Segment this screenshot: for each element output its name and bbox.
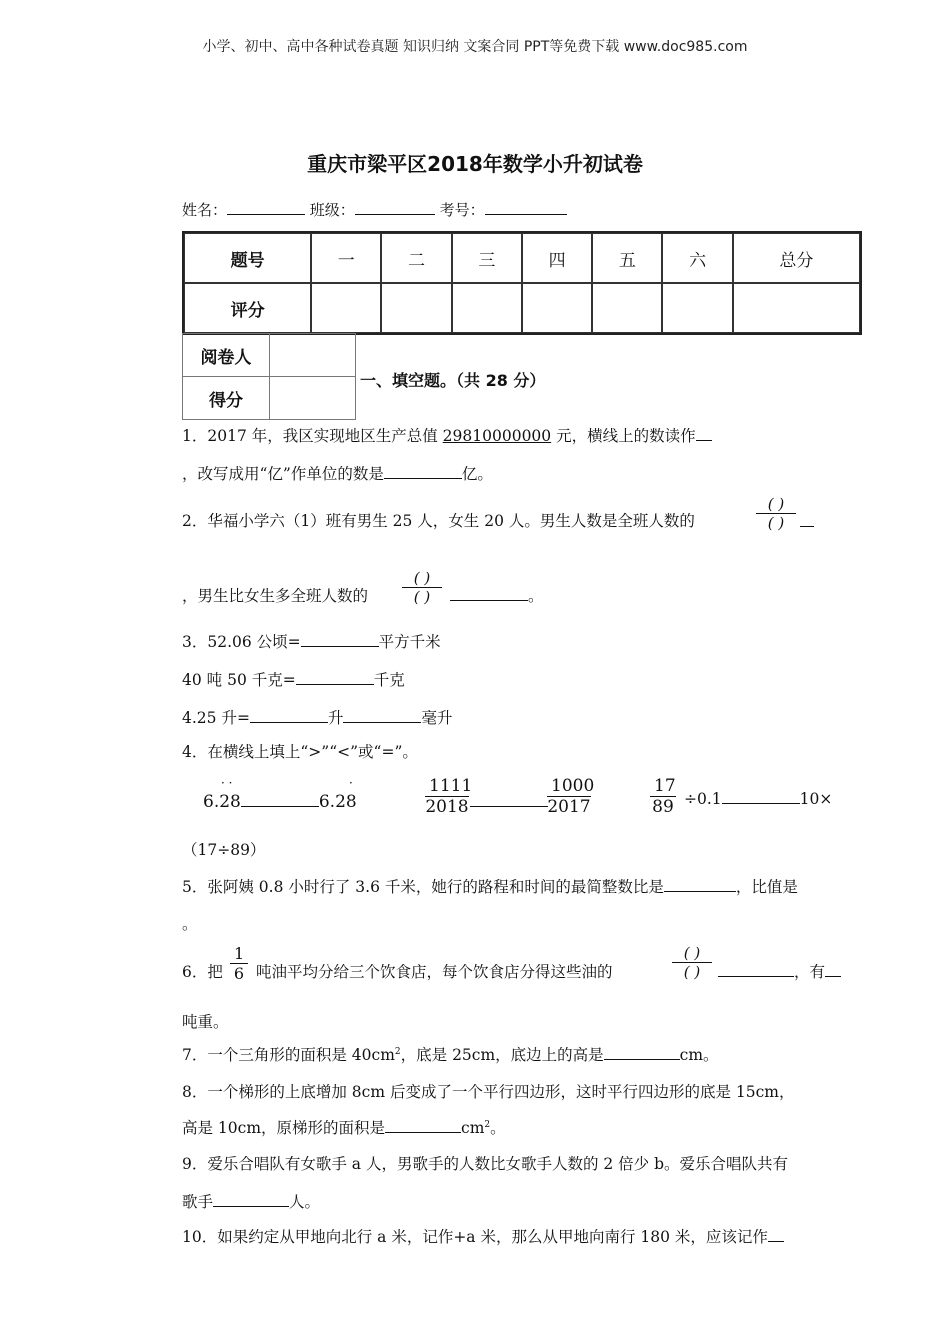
q10-blank[interactable]: [768, 1227, 784, 1242]
q3a-blank[interactable]: [301, 632, 379, 647]
q4-f3-den: 89: [652, 797, 674, 817]
q2-line2-text: ，男生比女生多全班人数的: [182, 587, 369, 605]
reviewer-label: 阅卷人: [183, 334, 270, 377]
q2-frac1-num: ( ): [756, 495, 796, 514]
score-cell[interactable]: [733, 283, 860, 333]
page-title: 重庆市梁平区2018年数学小升初试卷: [307, 152, 643, 176]
q8-line2-pre: 高是 10cm，原梯形的面积是: [182, 1119, 386, 1137]
q3a-unit: 平方千米: [378, 633, 441, 651]
q6-blank-2[interactable]: [825, 962, 841, 977]
score-row: [184, 283, 860, 333]
q4-f1-den: 2018: [425, 797, 469, 817]
site-banner: 小学、初中、高中各种试卷真题 知识归纳 文案合同 PPT等免费下载 www.doc985.com: [202, 39, 748, 55]
score-header: 总分: [733, 233, 860, 283]
score-header: 二: [381, 233, 451, 283]
q1-line2-end: 亿。: [461, 465, 493, 483]
q1-number: 29810000000: [442, 427, 552, 445]
class-label: 班级：: [309, 201, 355, 219]
score-header: 一: [311, 233, 381, 283]
score-table: [182, 231, 862, 335]
q2-fraction-2: [402, 569, 442, 606]
name-label: 姓名：: [182, 201, 228, 219]
question-8: 8．一个梯形的上底增加 8cm 后变成了一个平行四边形，这时平行四边形的底是 15cm，: [182, 1083, 795, 1101]
q1-blank-2[interactable]: [384, 464, 462, 479]
q2-frac2-den: ( ): [413, 588, 431, 606]
q6-mid: 吨油平均分给三个饮食店，每个饮食店分得这些油的: [256, 963, 613, 981]
score-header: 六: [662, 233, 732, 283]
q6-paren-fraction: [672, 944, 712, 981]
score-cell[interactable]: [522, 283, 592, 333]
q1-blank-1[interactable]: [696, 426, 712, 441]
q6-tail: [718, 960, 841, 982]
q1-line2-text: ，改写成用“亿”作单位的数是: [182, 465, 384, 483]
score-row-label: 评分: [184, 283, 311, 333]
q4-fraction-3: [650, 776, 676, 817]
question-3b: [182, 668, 405, 690]
id-blank[interactable]: [485, 200, 567, 215]
section-heading: 一、填空题。（共 28 分）: [360, 371, 546, 390]
q3c-unit-2: 毫升: [421, 709, 453, 727]
name-blank[interactable]: [227, 200, 305, 215]
q6-pre: 6．把: [182, 963, 223, 981]
q4-fraction-1: [425, 776, 473, 817]
q2-blank-2[interactable]: [450, 586, 528, 601]
q6-post: ，有: [794, 963, 826, 981]
q3b-blank[interactable]: [296, 670, 374, 685]
question-9-line2: [182, 1190, 320, 1212]
q8-blank[interactable]: [385, 1118, 461, 1133]
q2-blank-1[interactable]: [800, 512, 814, 527]
q7-blank[interactable]: [604, 1045, 680, 1060]
q4-right-1: 6.28: [318, 792, 357, 812]
q8-sup: 2: [484, 1119, 491, 1130]
q4-paren-expr: （17÷89）: [182, 841, 266, 859]
question-2: [182, 509, 695, 531]
q2-frac2-num: ( ): [402, 569, 442, 588]
q7-post: cm。: [679, 1046, 719, 1064]
q2-end: 。: [528, 587, 544, 605]
q4-blank-3[interactable]: [722, 789, 800, 804]
score-cell[interactable]: [381, 283, 451, 333]
q10-text: 10．如果约定从甲地向北行 a 米，记作+a 米，那么从甲地向南行 180 米，应该记作: [182, 1228, 768, 1246]
score-cell[interactable]: [592, 283, 662, 333]
q5-blank[interactable]: [664, 877, 736, 892]
grade-label: 得分: [183, 377, 270, 420]
q9-line2-post: 人。: [289, 1193, 321, 1211]
q4-f1-num: 1111: [425, 776, 469, 797]
score-cell[interactable]: [662, 283, 732, 333]
q5-end: 。: [182, 915, 198, 933]
q2-frac1-den: ( ): [767, 514, 785, 532]
question-7: [182, 1043, 719, 1065]
score-header: 题号: [184, 233, 311, 283]
question-5: [182, 875, 798, 897]
q7-mid: ，底是 25cm，底边上的高是: [400, 1046, 604, 1064]
q6-frac-num: 1: [230, 944, 248, 964]
q4-text: 4．在横线上填上“>”“<”或“=”。: [182, 743, 418, 761]
q4-left-1: 6.28: [203, 792, 241, 812]
q5-text: 5．张阿姨 0.8 小时行了 3.6 千米，她行的路程和时间的最简整数比是: [182, 878, 664, 896]
q6-frac-den: 6: [233, 964, 245, 983]
q6-pfrac-num: ( ): [672, 944, 712, 963]
question-4: [182, 740, 418, 762]
q2-fraction-1: [756, 495, 796, 532]
question-6: [182, 960, 223, 982]
score-header: 三: [452, 233, 522, 283]
score-header: 四: [522, 233, 592, 283]
q5-mid: ，比值是: [735, 878, 798, 896]
q4-f2-den: 2017: [547, 797, 591, 817]
question-2-line2: [182, 584, 368, 606]
score-cell[interactable]: [311, 283, 381, 333]
q4-blank-2[interactable]: [470, 792, 548, 807]
class-blank[interactable]: [355, 200, 435, 215]
q7-sup: 2: [394, 1046, 401, 1057]
repeat-dots-1: · ·: [221, 776, 233, 790]
question-9: 9．爱乐合唱队有女歌手 a 人，男歌手的人数比女歌手人数的 2 倍少 b。爱乐合唱队共有: [182, 1155, 789, 1173]
score-header: 五: [592, 233, 662, 283]
q7-pre: 7．一个三角形的面积是 40cm: [182, 1046, 395, 1064]
grade-cell[interactable]: [269, 377, 355, 420]
id-label: 考号：: [439, 201, 485, 219]
question-1: [182, 424, 712, 446]
q3b-text: 40 吨 50 千克=: [182, 671, 296, 689]
q6-blank-1[interactable]: [718, 962, 794, 977]
q8-end: 。: [490, 1119, 506, 1137]
q4-blank-1[interactable]: [241, 792, 319, 807]
q4-div: ÷0.1: [684, 790, 722, 808]
question-3a: [182, 630, 441, 652]
question-8-line2: [182, 1116, 506, 1138]
q4-times: 10×: [799, 790, 833, 808]
q6-line2: 吨重。: [182, 1013, 229, 1031]
q8-unit: cm: [461, 1119, 485, 1137]
q6-fraction: [230, 944, 248, 983]
score-cell[interactable]: [452, 283, 522, 333]
q2-line2-tail: [450, 584, 544, 606]
q3b-unit: 千克: [373, 671, 405, 689]
q4-compare-3: [684, 789, 832, 808]
q3c-text: 4.25 升=: [182, 709, 250, 727]
q3c-unit-1: 升: [327, 709, 344, 727]
q6-pfrac-den: ( ): [683, 963, 701, 981]
question-10: [182, 1225, 784, 1247]
q1-text: 1．2017 年，我区实现地区生产总值: [182, 427, 443, 445]
question-3c: [182, 706, 452, 728]
q1-text-end: 元，横线上的数读作: [551, 427, 696, 445]
q4-fraction-2: [547, 776, 595, 817]
question-1-line2: [182, 462, 493, 484]
repeat-dots-2: ·: [349, 776, 353, 790]
score-header-row: [184, 233, 860, 283]
grader-table: [182, 333, 356, 420]
q2-text: 2．华福小学六（1）班有男生 25 人，女生 20 人。男生人数是全班人数的: [182, 512, 695, 530]
student-info: [182, 199, 567, 220]
q3a-text: 3．52.06 公顷=: [182, 633, 301, 651]
reviewer-cell[interactable]: [269, 334, 355, 377]
q9-line2-pre: 歌手: [182, 1193, 214, 1211]
q4-compare-1: [203, 792, 357, 812]
q4-f2-num: 1000: [547, 776, 591, 797]
q4-f3-num: 17: [650, 776, 676, 797]
q3c-blank-1[interactable]: [250, 708, 328, 723]
q3c-blank-2[interactable]: [343, 708, 421, 723]
q9-blank[interactable]: [213, 1192, 289, 1207]
